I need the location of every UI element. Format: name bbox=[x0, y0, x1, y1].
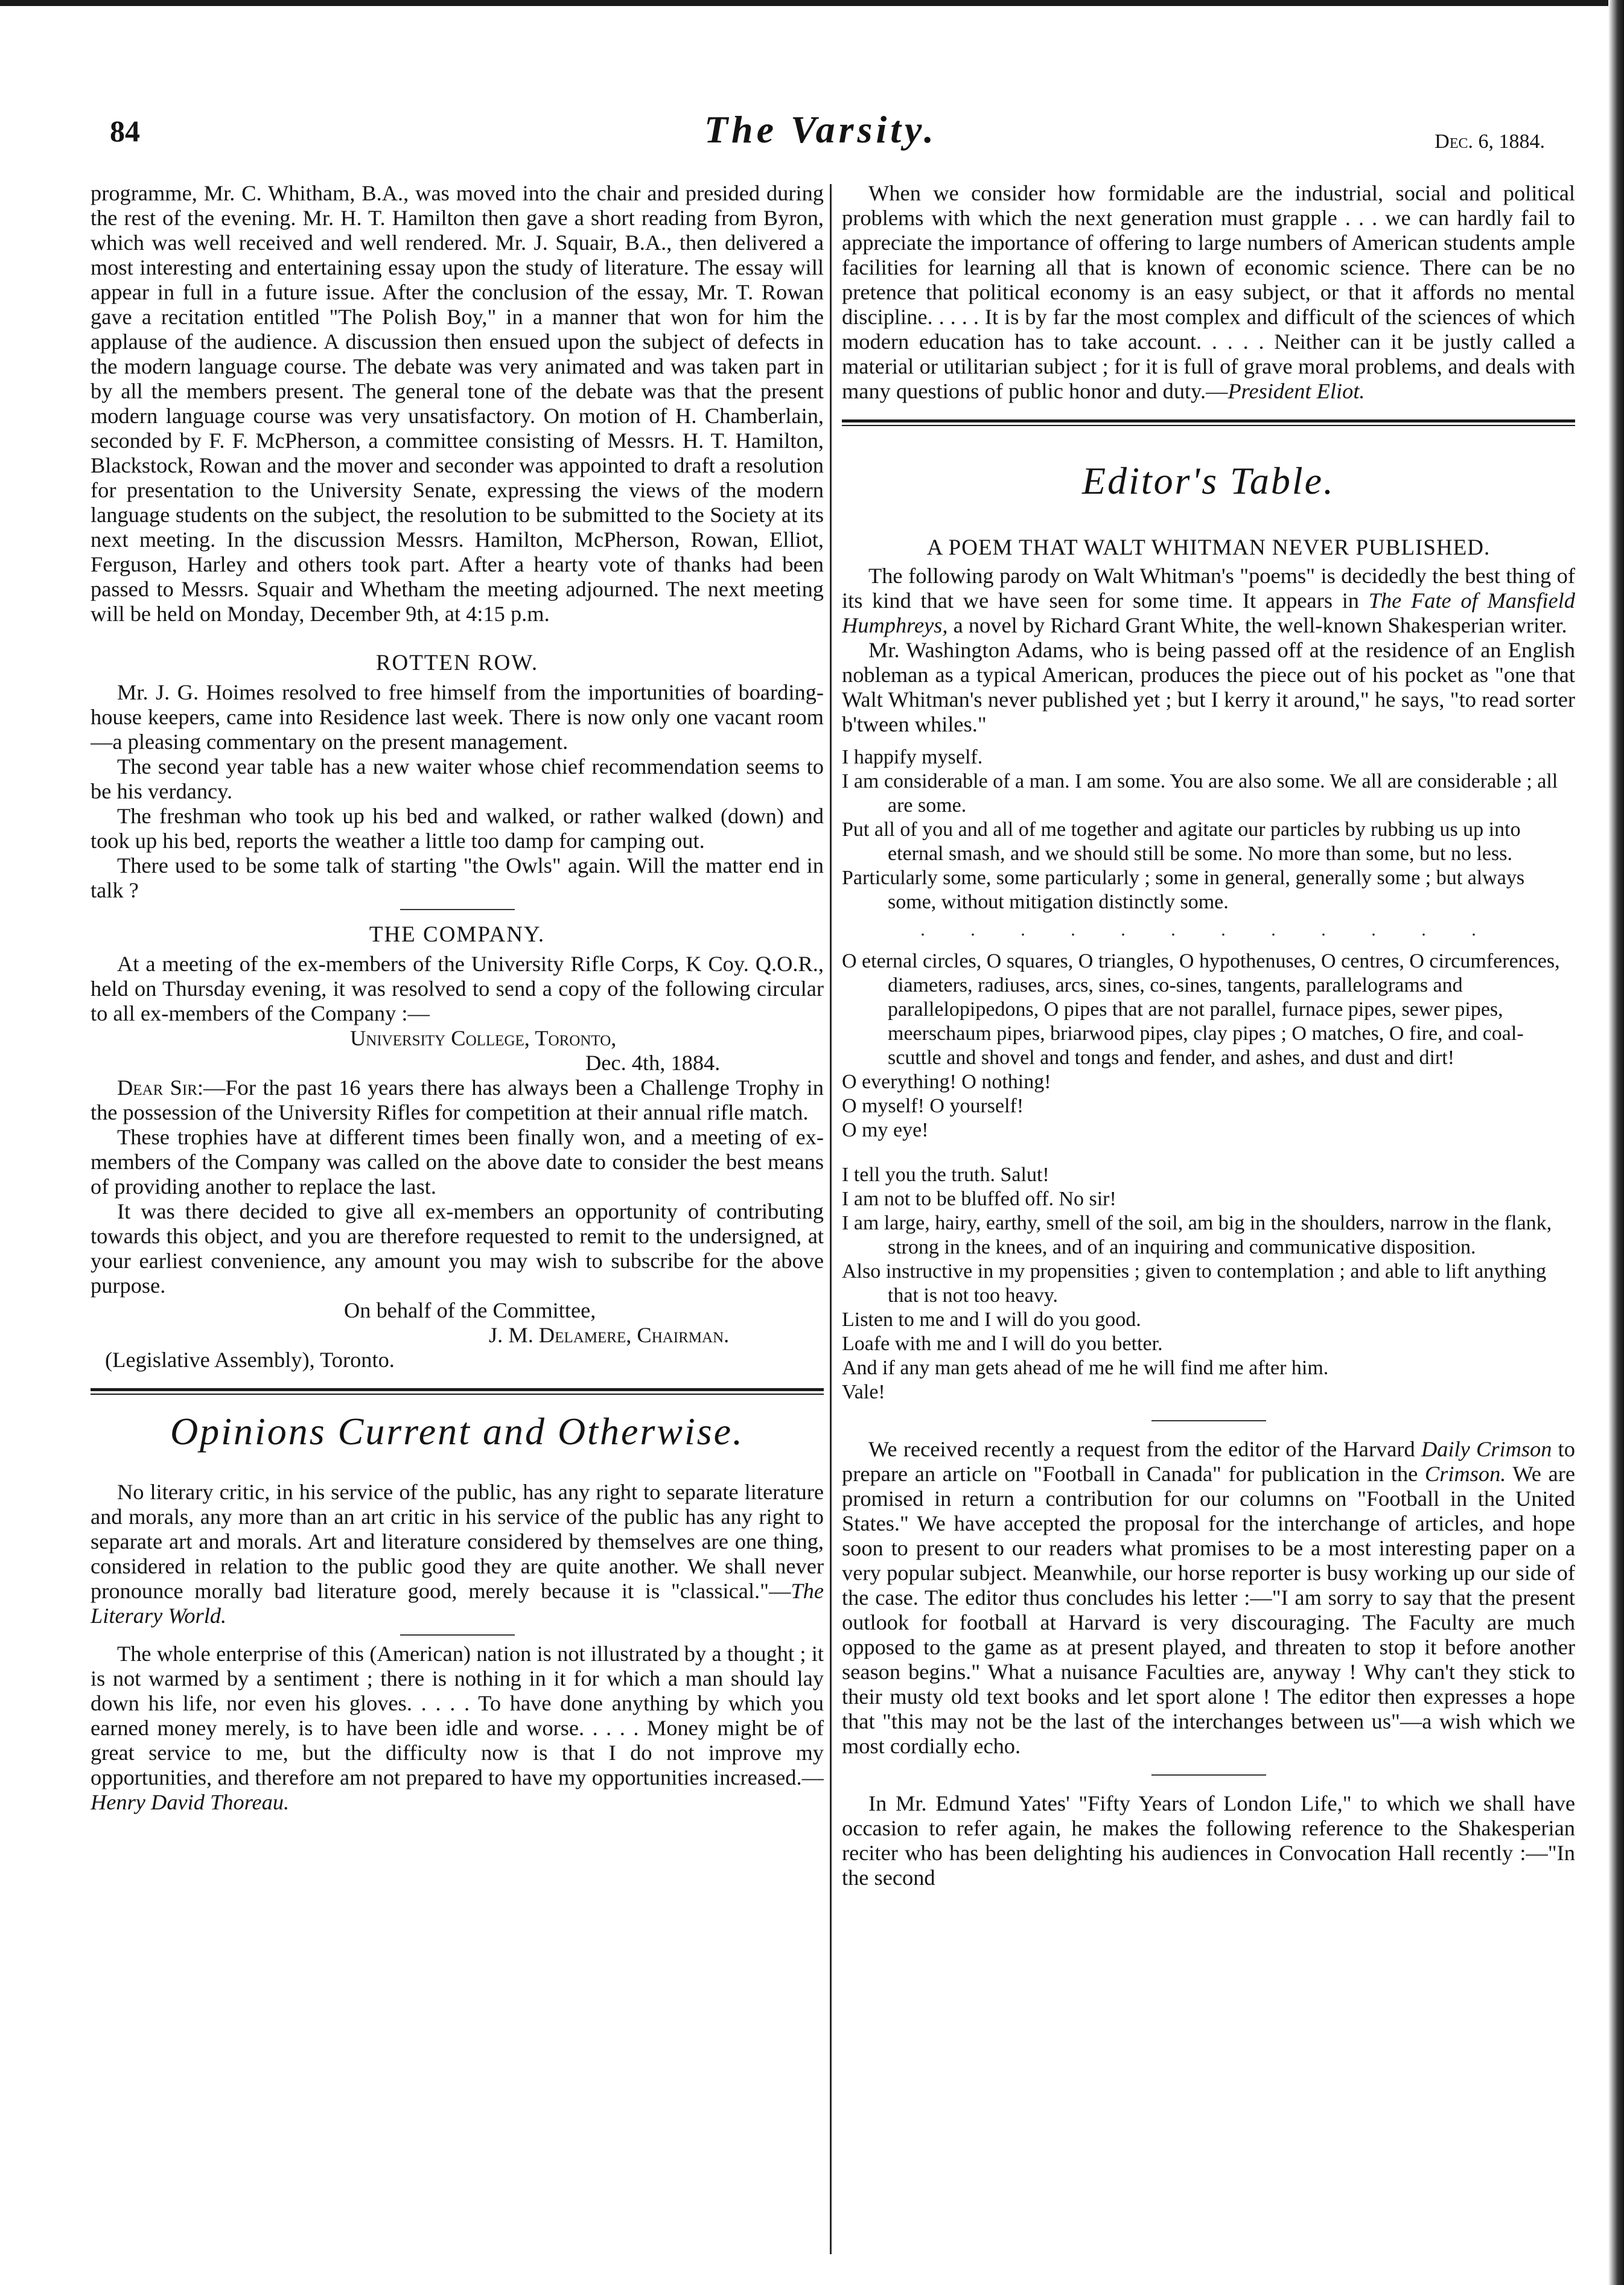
quote-separator bbox=[400, 1634, 515, 1636]
poem-line: O eternal circles, O squares, O triangles, O hypothenuses, O centres, O circumferences, diameters, radiuses, arcs, sines, co-sines, tangents, parallelograms and parallelopipedons, O pipes that are not parallel, furnace pipes, sewer pipes, meerschaum pipes, briarwood pipes, clay pipes ; O matches, O fire, and coal-scuttle and shovel and tongs and fender, and ashes, and dust and dirt! bbox=[842, 950, 1560, 1069]
rotten-row-paragraph: The second year table has a new waiter whose chief recommendation seems to be his verdancy. bbox=[91, 754, 824, 803]
quote-credit: Henry David Thoreau. bbox=[91, 1790, 290, 1814]
top-border bbox=[0, 0, 1624, 6]
book-title: The Fate of Mansfield Humphreys, bbox=[842, 588, 1575, 637]
circular-paragraph bbox=[91, 1076, 824, 1125]
page-edge-shadow bbox=[1608, 0, 1624, 2285]
circular-address: University College, Toronto, bbox=[350, 1026, 617, 1050]
poem-line: O everything! O nothing! bbox=[842, 1071, 1051, 1093]
poem-line: And if any man gets ahead of me he will find me after him. bbox=[842, 1357, 1329, 1379]
column-divider bbox=[830, 184, 832, 2254]
poem-line: Particularly some, some particularly ; some in general, generally some ; but always some, without mitigation distinctly some. bbox=[842, 867, 1525, 913]
rotten-row-paragraph: The freshman who took up his bed and walked, or rather walked (down) and took up his bed, reports the weather a little too damp for camping out. bbox=[91, 804, 824, 853]
opinion-quote: No literary critic, in his service of the public, has any right to separate literature and morals, any more than an art critic in his service of the public has any right to separate art and morals. Art and literature considered by themselves are one thing, considered in relation to the public good they are quite another. We shall never pronounce morally bad literature good, merely because it is "classical."—The Literary World. bbox=[91, 1480, 824, 1628]
article-separator bbox=[1151, 1774, 1266, 1776]
rotten-row-paragraph: There used to be some talk of starting "the Owls" again. Will the matter end in talk ? bbox=[91, 853, 824, 902]
poem-line: Vale! bbox=[842, 1381, 885, 1403]
company-heading: THE COMPANY. bbox=[369, 922, 546, 947]
newspaper-name: Daily Crimson bbox=[1421, 1437, 1552, 1461]
article-paragraph: The following parody on Walt Whitman's "poems" is decidedly the best thing of its kind that we have seen for some time. It appears in The Fate of Mansfield Humphreys, a novel by Richard Grant White, the well-known Shakesperian writer. bbox=[842, 564, 1575, 637]
circular-date: Dec. 4th, 1884. bbox=[585, 1051, 721, 1075]
opinions-heading: Opinions Current and Otherwise. bbox=[170, 1410, 745, 1453]
quote-credit: The Literary World. bbox=[91, 1579, 824, 1628]
poem-line: Also instructive in my propensities ; given to contemplation ; and able to lift anything that is not too heavy. bbox=[842, 1260, 1547, 1307]
section-rule bbox=[91, 1388, 824, 1395]
circular-text: :—For the past 16 years there has always been a Challenge Trophy in the possession of the University Rifles for competition at their annual rifle match. bbox=[91, 1076, 824, 1124]
page-header bbox=[91, 103, 1551, 169]
poem-line: O myself! O yourself! bbox=[842, 1095, 1024, 1117]
right-column bbox=[842, 181, 1575, 2257]
page-number: 84 bbox=[110, 114, 140, 148]
poem-line: I tell you the truth. Salut! bbox=[842, 1164, 1049, 1186]
salutation: Dear Sir bbox=[117, 1076, 197, 1100]
article-paragraph: Mr. Washington Adams, who is being passed off at the residence of an English nobleman as a typical American, produces the piece out of his pocket as "one that Walt Whitman's never published yet ; but I kerry it around," he says, "to read sorter b'tween whiles." bbox=[842, 638, 1575, 736]
quote-credit: President Eliot. bbox=[1228, 379, 1365, 403]
behalf-line: On behalf of the Committee, bbox=[344, 1298, 596, 1322]
poem-line: Listen to me and I will do you good. bbox=[842, 1308, 1141, 1331]
signature-place: (Legislative Assembly), Toronto. bbox=[105, 1348, 395, 1372]
poem-article-title: A POEM THAT WALT WHITMAN NEVER PUBLISHED. bbox=[926, 535, 1491, 560]
section-separator bbox=[400, 909, 515, 910]
harvard-paragraph: We received recently a request from the editor of the Harvard Daily Crimson to prepare an article on "Football in Canada" for publication in the Crimson. We are promised in return a contribution for our columns on "Football in the United States." We have accepted the proposal for the interchange of articles, and hope soon to present to our readers what promises to be a most interesting paper on a very popular subject. Meanwhile, our horse reporter is busy working up our side of the case. The editor thus concludes his letter :—"I am sorry to say that the present outlook for football at Harvard is very discouraging. The Faculty are much opposed to the game as at present played, and threaten to stop it before another season begins." What a nuisance Faculties are, anyway ! Why can't they stick to their musty old text books and let sport alone ! The editor then expresses a hope that "this may not be the last of the interchanges between us"—a wish which we most cordially echo. bbox=[842, 1437, 1575, 1758]
poem-line: I happify myself. bbox=[842, 746, 983, 768]
company-paragraph: At a meeting of the ex-members of the University Rifle Corps, K Coy. Q.O.R., held on Thursday evening, it was resolved to send a copy of the following circular to all ex-members of the Company :— bbox=[91, 952, 824, 1025]
masthead-title: The Varsity. bbox=[704, 108, 938, 151]
article-separator bbox=[1151, 1420, 1266, 1421]
meeting-report-paragraph: programme, Mr. C. Whitham, B.A., was moved into the chair and presided during the rest of the evening. Mr. H. T. Hamilton then gave a short reading from Byron, which was well received and well rendered. Mr. J. Squair, B.A., then delivered a most interesting and entertaining essay upon the study of literature. The essay will appear in full in a future issue. After the conclusion of the essay, Mr. T. Rowan gave a recitation entitled "The Polish Boy," in a manner that won for him the applause of the audience. A discussion then ensued upon the subject of defects in the modern language course. The debate was very animated and was taken part in by all the members present. The general tone of the debate was that the present modern language course was very unsatisfactory. On motion of H. Chamberlain, seconded by F. F. McPherson, a committee consisting of Messrs. H. T. Hamilton, Blackstock, Rowan and the mover and seconder was appointed to draft a resolution for presentation to the University Senate, expressing the views of the modern language students on the subject, the resolution to be submitted to the Society at its next meeting. In the discussion Messrs. Hamilton, McPherson, Rowan, Elliot, Ferguson, Harley and others took part. After a hearty vote of thanks had been passed to Messrs. Squair and Whetham the meeting adjourned. The next meeting will be held on Monday, December 9th, at 4:15 p.m. bbox=[91, 181, 824, 626]
editors-table-heading: Editor's Table. bbox=[1081, 459, 1336, 502]
circular-paragraph: It was there decided to give all ex-members an opportunity of contributing towards this object, and you are therefore requested to remit to the undersigned, at your earliest convenience, any amount you may wish to subscribe for the above purpose. bbox=[91, 1199, 824, 1298]
poem-line: O my eye! bbox=[842, 1119, 929, 1141]
opinion-quote: The whole enterprise of this (American) nation is not illustrated by a thought ; it is not warmed by a sentiment ; there is nothing in it for which a man should lay down his life, nor even his gloves. . . . . To have done anything by which you earned money merely, is to have been idle and worse. . . . . Money might be of great service to me, but the difficulty now is that I do not improve my opportunities, and therefore am not prepared to have my opportunities increased.—Henry David Thoreau. bbox=[91, 1642, 824, 1814]
circular-paragraph: These trophies have at different times been finally won, and a meeting of ex-members of the Company was called on the above date to consider the best means of providing another to replace the last. bbox=[91, 1125, 824, 1199]
poem-line: I am considerable of a man. I am some. You are also some. We all are considerable ; all are some. bbox=[842, 770, 1558, 817]
rotten-row-paragraph: Mr. J. G. Hoimes resolved to free himself from the importunities of boarding-house keepers, came into Residence last week. There is now only one vacant room—a pleasing commentary on the present management. bbox=[91, 680, 824, 754]
stanza-break-dots: . . . . . . . . . . . . bbox=[920, 920, 1497, 940]
rotten-row-heading: ROTTEN ROW. bbox=[375, 651, 539, 675]
poem-line: Loafe with me and I will do you better. bbox=[842, 1333, 1163, 1355]
yates-paragraph: In Mr. Edmund Yates' "Fifty Years of London Life," to which we shall have occasion to refer again, he makes the following reference to the Shakesperian reciter who has been delighting his audiences in Convocation Hall recently :—"In the second bbox=[842, 1791, 1575, 1890]
eliot-quote: When we consider how formidable are the industrial, social and political problems with which the next generation must grapple . . . we can hardly fail to appreciate the importance of offering to large numbers of American students ample facilities for learning all that is known of economic science. There can be no pretence that political economy is an easy subject, or that it affords no mental discipline. . . . . It is by far the most complex and difficult of the sciences of which modern education has to take account. . . . . Neither can it be justly called a material or utilitarian subject ; for it is full of grave moral problems, and deals with many questions of public honor and duty.—President Eliot. bbox=[842, 181, 1575, 403]
poem-line: I am not to be bluffed off. No sir! bbox=[842, 1188, 1116, 1210]
issue-date: Dec. 6, 1884. bbox=[1435, 130, 1545, 153]
stanza-gap bbox=[842, 1142, 1575, 1163]
poem-line: Put all of you and all of me together and agitate our particles by rubbing us up into eternal smash, and we should still be some. No more than some, but no less. bbox=[842, 818, 1521, 865]
signature: J. M. Delamere, Chairman. bbox=[489, 1323, 730, 1347]
parody-poem bbox=[842, 745, 1575, 1404]
poem-line: I am large, hairy, earthy, smell of the soil, am big in the shoulders, narrow in the flank, strong in the knees, and of an inquiring and communicative disposition. bbox=[842, 1212, 1552, 1258]
newspaper-name: Crimson. bbox=[1424, 1462, 1506, 1486]
left-column bbox=[91, 181, 824, 2257]
section-rule bbox=[842, 419, 1575, 426]
